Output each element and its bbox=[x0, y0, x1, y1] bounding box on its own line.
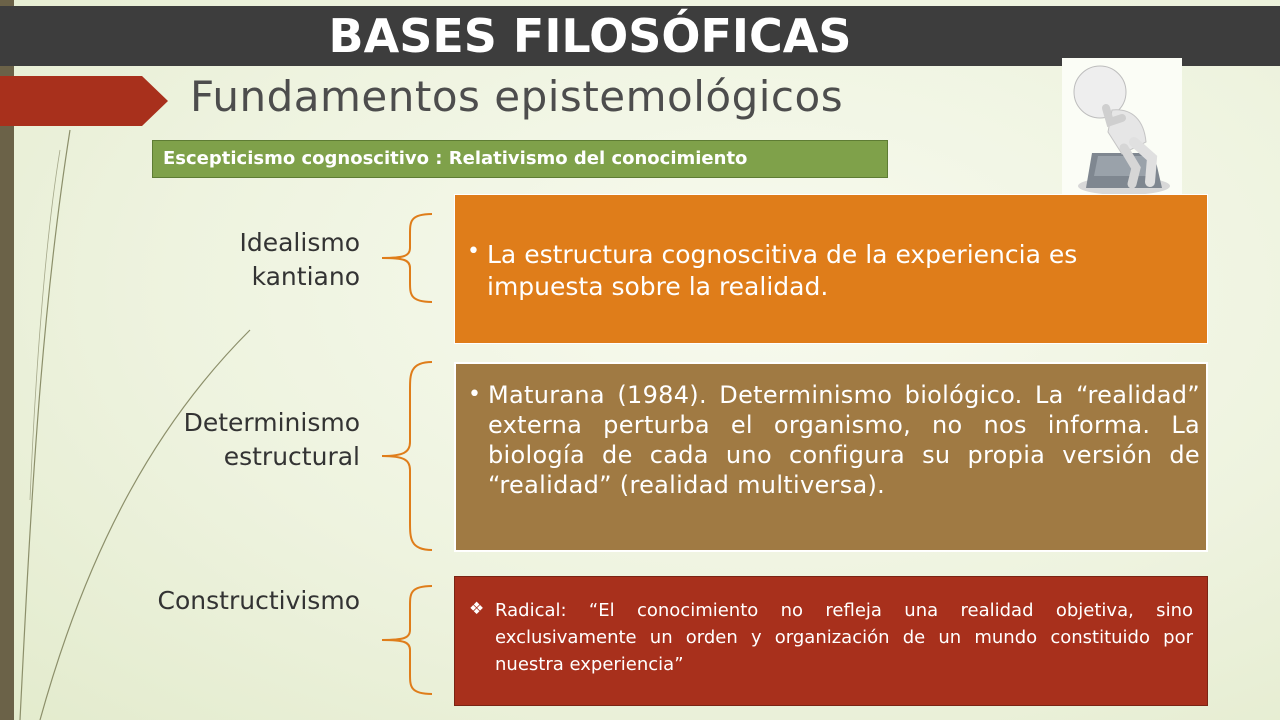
label-idealismo-kantiano: Idealismo kantiano bbox=[239, 228, 360, 291]
idealismo-text: La estructura cognoscitiva de la experiencia es impuesta sobre la realidad. bbox=[487, 240, 1078, 301]
subtitle: Fundamentos epistemológicos bbox=[190, 72, 844, 121]
brace-icon bbox=[376, 584, 436, 696]
idealismo-box: • La estructura cognoscitiva de la experiencia es impuesta sobre la realidad. bbox=[454, 194, 1208, 344]
determinismo-text: Maturana (1984). Determinismo biológico. La “realidad” externa perturba el organismo, no nos informa. La biología de cada uno configura su propia versión de “realidad” (realidad multiversa). bbox=[488, 381, 1200, 499]
page-title: BASES FILOSÓFICAS bbox=[328, 9, 852, 63]
constructivismo-text: Radical: “El conocimiento no refleja una realidad objetiva, sino exclusivamente un orden y organización de un mundo constituido por nuestra experiencia” bbox=[495, 600, 1193, 675]
brace-icon bbox=[376, 212, 436, 304]
subtitle-arrow-icon bbox=[0, 76, 168, 126]
determinismo-box: • Maturana (1984). Determinismo biológico. La “realidad” externa perturba el organismo, no nos informa. La biología de cada uno configura su propia versión de “realidad” (realidad multiversa). bbox=[454, 362, 1208, 552]
concept-banner: Escepticismo cognoscitivo : Relativismo del conocimiento bbox=[152, 140, 888, 178]
label-constructivismo: Constructivismo bbox=[157, 586, 360, 615]
thinker-figure-icon bbox=[1062, 58, 1182, 198]
constructivismo-box: ❖ Radical: “El conocimiento no refleja una realidad objetiva, sino exclusivamente un orden y organización de un mundo constituido por nuestra experiencia” bbox=[454, 576, 1208, 706]
label-determinismo-estructural: Determinismo estructural bbox=[183, 408, 360, 471]
brace-icon bbox=[376, 360, 436, 552]
